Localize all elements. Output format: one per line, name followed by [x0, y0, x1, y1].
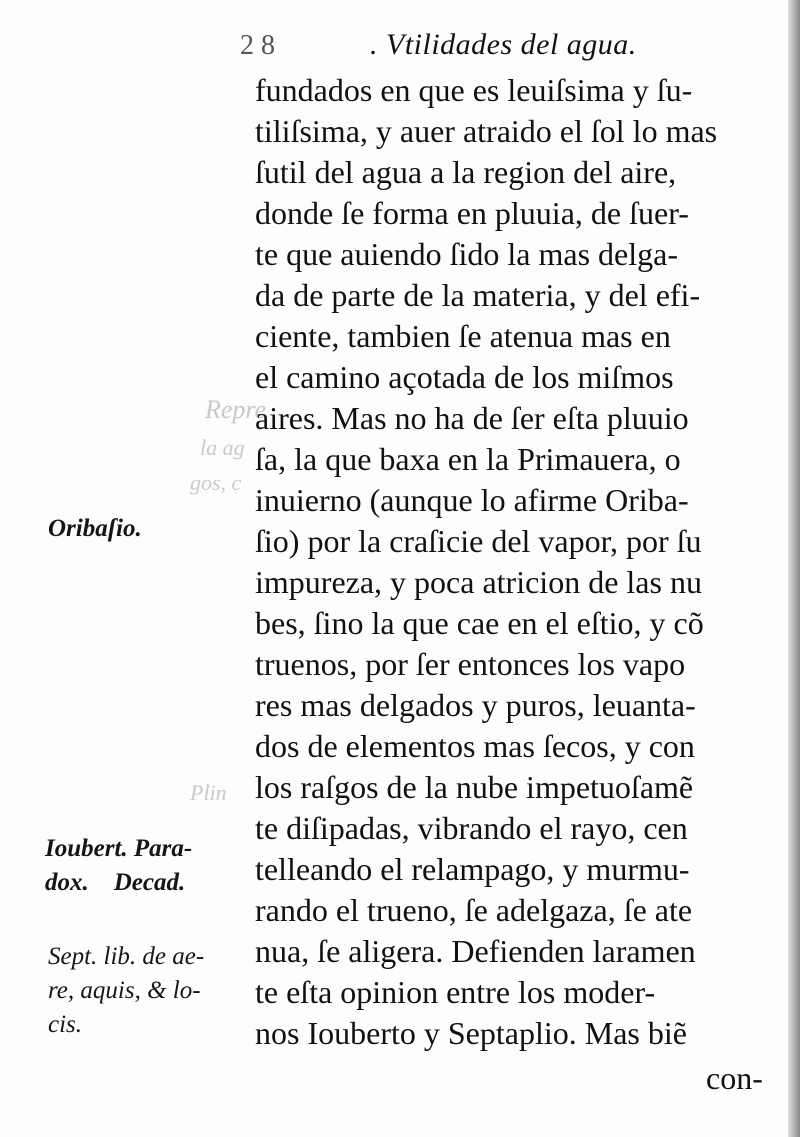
main-text-block [255, 70, 790, 1054]
text-line: truenos, por ſer entonces los vapo [255, 646, 686, 682]
text-line: dos de elementos mas ſecos, y con [255, 728, 695, 764]
text-line: ciente, tambien ſe atenua mas en [255, 318, 671, 354]
margin-note-oribasio: Oribaſio. [48, 515, 142, 542]
text-line: fundados en que es leuiſsima y ſu- [255, 72, 693, 108]
text-line: nua, ſe aligera. Defienden laramen [255, 933, 696, 969]
text-line: te que auiendo ſido la mas delga- [255, 236, 678, 272]
page-gutter-shadow [788, 0, 800, 1137]
show-through-mark: Plin [190, 780, 227, 805]
text-line: los raſgos de la nube impetuoſamẽ [255, 769, 694, 805]
show-through-mark: la ag [200, 435, 245, 460]
text-line: tiliſsima, y auer atraido el ſol lo mas [255, 113, 718, 149]
show-through-mark: Repre [205, 395, 267, 424]
text-line: ſio) por la craſicie del vapor, por ſu [255, 523, 702, 559]
text-line: ſutil del agua a la region del aire, [255, 154, 677, 190]
margin-note-septalius [48, 940, 204, 1042]
text-line: inuierno (aunque lo afirme Oriba- [255, 482, 689, 518]
show-through-mark: gos, c [190, 470, 242, 495]
margin-note-line: cis. [48, 1011, 83, 1038]
margin-note-line: dox. Decad. [45, 869, 186, 896]
text-line: nos Iouberto y Septaplio. Mas biẽ [255, 1015, 687, 1051]
text-line: donde ſe forma en pluuia, de ſuer- [255, 195, 689, 231]
text-line: impureza, y poca atricion de las nu [255, 564, 702, 600]
text-line: te diſipadas, vibrando el rayo, cen [255, 810, 688, 846]
margin-note-line: Sept. lib. de ae- [48, 943, 205, 970]
catchword: con- [706, 1060, 763, 1096]
text-line: ſa, la que baxa en la Primauera, o [255, 441, 681, 477]
text-line: telleando el relampago, y murmu- [255, 851, 690, 887]
text-line: rando el trueno, ſe adelgaza, ſe ate [255, 892, 693, 928]
folio-number: 2 8 [240, 30, 275, 61]
text-line: da de parte de la materia, y del efi- [255, 277, 701, 313]
margin-note-line: Ioubert. Para- [45, 835, 193, 862]
running-head: . Vtilidades del agua. [370, 28, 637, 61]
text-line: el camino açotada de los miſmos [255, 359, 674, 395]
text-line: aires. Mas no ha de ſer eſta pluuio [255, 400, 689, 436]
text-line: te eſta opinion entre los moder- [255, 974, 656, 1010]
text-line: bes, ſino la que cae en el eſtio, y cõ [255, 605, 704, 641]
margin-note-joubert [45, 832, 192, 900]
margin-note-line: re, aquis, & lo- [48, 977, 201, 1004]
text-line: res mas delgados y puros, leuanta- [255, 687, 696, 723]
